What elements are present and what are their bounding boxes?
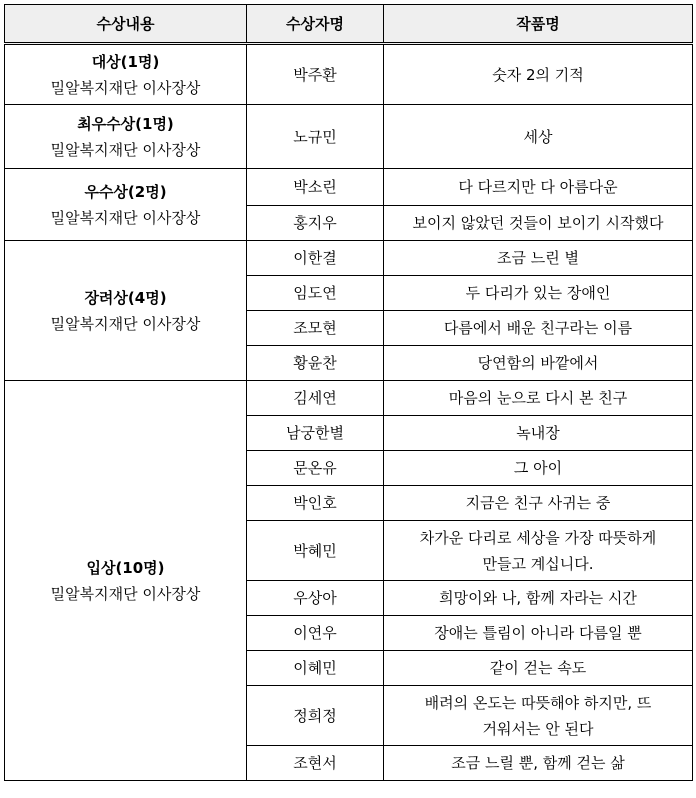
award-name: 대상(1명) — [91, 52, 160, 71]
work-title: 다 다르지만 다 아름다운 — [384, 169, 693, 206]
work-title: 차가운 다리로 세상을 가장 따뜻하게 만들고 계십니다. — [384, 521, 693, 581]
work-title: 숫자 2의 기적 — [384, 44, 693, 105]
work-title: 그 아이 — [384, 451, 693, 486]
award-category-cell — [5, 381, 247, 781]
award-org: 밀알복지재단 이사장상 — [50, 584, 201, 603]
award-name: 우수상(2명) — [84, 182, 167, 201]
recipient-name: 정희정 — [247, 686, 384, 746]
award-org: 밀알복지재단 이사장상 — [50, 78, 201, 97]
recipient-name: 박주환 — [247, 44, 384, 105]
recipient-name: 노규민 — [247, 105, 384, 169]
recipient-name: 문온유 — [247, 451, 384, 486]
header-recipient: 수상자명 — [247, 5, 384, 44]
header-row — [5, 5, 693, 44]
work-title: 다름에서 배운 친구라는 이름 — [384, 311, 693, 346]
work-title: 조금 느릴 뿐, 함께 걷는 삶 — [384, 746, 693, 781]
recipient-name: 조모현 — [247, 311, 384, 346]
recipient-name: 황윤찬 — [247, 346, 384, 381]
work-title: 같이 걷는 속도 — [384, 651, 693, 686]
award-name: 최우수상(1명) — [77, 114, 174, 133]
awards-table — [4, 4, 693, 781]
recipient-name: 김세연 — [247, 381, 384, 416]
work-title: 마음의 눈으로 다시 본 친구 — [384, 381, 693, 416]
work-title: 배려의 온도는 따뜻해야 하지만, 뜨거워서는 안 된다 — [384, 686, 693, 746]
work-title: 보이지 않았던 것들이 보이기 시작했다 — [384, 206, 693, 241]
recipient-name: 이한결 — [247, 241, 384, 276]
award-category-cell — [5, 169, 247, 241]
award-org: 밀알복지재단 이사장상 — [50, 140, 201, 159]
recipient-name: 조현서 — [247, 746, 384, 781]
work-title: 장애는 틀림이 아니라 다름일 뿐 — [384, 616, 693, 651]
recipient-name: 이연우 — [247, 616, 384, 651]
recipient-name: 임도연 — [247, 276, 384, 311]
award-category-cell — [5, 44, 247, 105]
recipient-name: 박혜민 — [247, 521, 384, 581]
work-title: 두 다리가 있는 장애인 — [384, 276, 693, 311]
recipient-name: 홍지우 — [247, 206, 384, 241]
award-name: 입상(10명) — [86, 558, 165, 577]
recipient-name: 남궁한별 — [247, 416, 384, 451]
work-title: 지금은 친구 사귀는 중 — [384, 486, 693, 521]
work-title: 녹내장 — [384, 416, 693, 451]
table-row — [5, 105, 693, 169]
award-org: 밀알복지재단 이사장상 — [50, 208, 201, 227]
work-title: 희망이와 나, 함께 자라는 시간 — [384, 581, 693, 616]
recipient-name: 이혜민 — [247, 651, 384, 686]
table-row — [5, 169, 693, 206]
work-title: 당연함의 바깥에서 — [384, 346, 693, 381]
recipient-name: 박인호 — [247, 486, 384, 521]
award-category-cell — [5, 105, 247, 169]
table-row — [5, 381, 693, 416]
award-org: 밀알복지재단 이사장상 — [50, 314, 201, 333]
award-name: 장려상(4명) — [84, 288, 167, 307]
recipient-name: 우상아 — [247, 581, 384, 616]
work-title: 세상 — [384, 105, 693, 169]
table-row — [5, 241, 693, 276]
recipient-name: 박소린 — [247, 169, 384, 206]
work-title: 조금 느린 별 — [384, 241, 693, 276]
header-work: 작품명 — [384, 5, 693, 44]
header-award: 수상내용 — [5, 5, 247, 44]
award-category-cell — [5, 241, 247, 381]
table-row — [5, 44, 693, 105]
